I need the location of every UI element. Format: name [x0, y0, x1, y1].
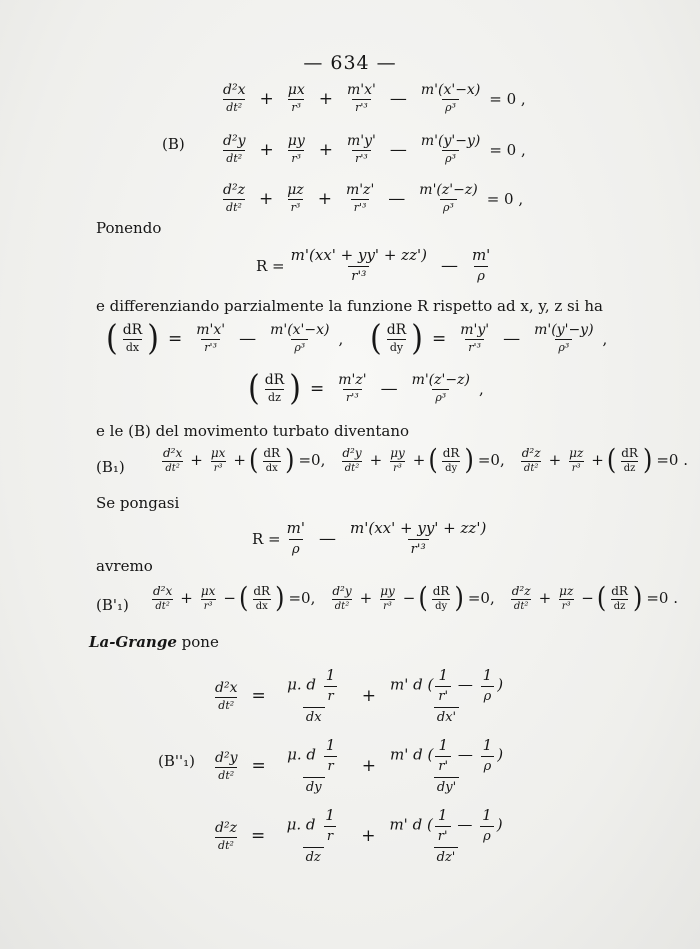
equation-B1-prime: $\frac{\text{d²x}}{\text{dt²}}$ + $\frac{\mu x}{\text{r³}}$ − ( $\frac{dR}{dx}$ ) =0, $\frac{\text{d²y}}{\text{dt²}}$ + $\frac{\mu y}{\text{r³}}$ − ( $\frac{dR}{dy}$ ) =0, $\frac{\text{d²z}}{\text{dt²}}$ + $\frac{\mu z}{\text{r³}}$ − ( $\frac{dR}{dz}$ ) =0 . — [153, 581, 678, 615]
equation-label-B: (B) — [162, 135, 185, 153]
equation-B-y: $\frac{\text{d²y}}{\text{dt²}}$ + $\frac{\mu y}{\text{r³}}$ + $\frac{m'y'}{\text{r'³}}$ — $\frac{m'(y'-y)}{\text{ρ³}}$ = 0 , — [223, 133, 526, 165]
text-ponendo: Ponendo — [96, 219, 162, 237]
fraction: $\frac{\text{d²x}}{\text{dt²}}$ — [223, 82, 246, 114]
equation-R1: R = $\frac{m'(xx' + yy' + zz')}{\text{r'³}}$ — $\frac{m'}{\rho}$ — [256, 246, 491, 284]
text-differenziando: e differenziando parzialmente la funzione R rispetto ad x, y, z si ha — [96, 297, 603, 315]
equation-B2-x: $\frac{\text{d²x}}{\text{dt²}}$ = μ. d $\frac{1}{r}$ dx + m' d ( $\frac{1}{r'}$ — $\frac{1}{\rho}$ ) dx' — [215, 666, 504, 725]
equation-partial-z: ( $\frac{dR}{dz}$ ) = $\frac{m'z'}{\text{r'³}}$ — $\frac{m'(z'-z)}{\text{ρ³}}$ , — [248, 367, 484, 409]
equation-partial-y: ( $\frac{dR}{dy}$ ) = $\frac{m'y'}{\text{r'³}}$ — $\frac{m'(y'-y)}{\text{ρ³}}$ , — [370, 317, 608, 359]
equation-label-B1-prime: (B'₁) — [96, 596, 129, 614]
equation-B2-z: $\frac{\text{d²z}}{\text{dt²}}$ = μ. d $\frac{1}{r}$ dz + m' d ( $\frac{1}{r'}$ — $\frac{1}{\rho}$ ) dz' — [215, 806, 503, 865]
equation-partial-x: ( $\frac{dR}{dx}$ ) = $\frac{m'x'}{\text{r'³}}$ — $\frac{m'(x'-x)}{\text{ρ³}}$ , — [106, 317, 344, 359]
text-avremo: avremo — [96, 557, 153, 575]
equation-B-z: $\frac{\text{d²z}}{\text{dt²}}$ + $\frac{\mu z}{\text{r³}}$ + $\frac{m'z'}{\text{r'³}}$ — $\frac{m'(z'-z)}{\text{ρ³}}$ = 0 , — [223, 182, 524, 214]
equation-label-B1-double-prime: (B''₁) — [158, 752, 195, 770]
equation-B1: $\frac{\text{d²x}}{\text{dt²}}$ + $\frac{\mu x}{\text{r³}}$ + ( $\frac{dR}{dx}$ ) =0, $\frac{\text{d²y}}{\text{dt²}}$ + $\frac{\mu y}{\text{r³}}$ + ( $\frac{dR}{dy}$ ) =0, $\frac{\text{d²z}}{\text{dt²}}$ + $\frac{\mu z}{\text{r³}}$ + ( $\frac{dR}{dz}$ ) =0 . — [163, 443, 688, 477]
equation-R2: R = $\frac{m'}{\rho}$ — $\frac{m'(xx' + yy' + zz')}{\text{r'³}}$ — [252, 519, 487, 557]
text-se-pongasi: Se pongasi — [96, 494, 180, 512]
equation-B-x: $\frac{\text{d²x}}{\text{dt²}}$ + $\frac{\mu x}{\text{r³}}$ + $\frac{m'x'}{\text{r'³}}$ — $\frac{m'(x'-x)}{\text{ρ³}}$ = 0 , — [218, 82, 526, 115]
page-number: — 634 — — [303, 52, 397, 74]
equation-label-B1: (B₁) — [96, 458, 125, 476]
text-lagrange: La-Grange pone — [89, 633, 219, 651]
equation-B2-y: $\frac{\text{d²y}}{\text{dt²}}$ = μ. d $\frac{1}{r}$ dy + m' d ( $\frac{1}{r'}$ — $\frac{1}{\rho}$ ) dy' — [215, 736, 504, 795]
text-turbato: e le (B) del movimento turbato diventano — [96, 422, 410, 440]
